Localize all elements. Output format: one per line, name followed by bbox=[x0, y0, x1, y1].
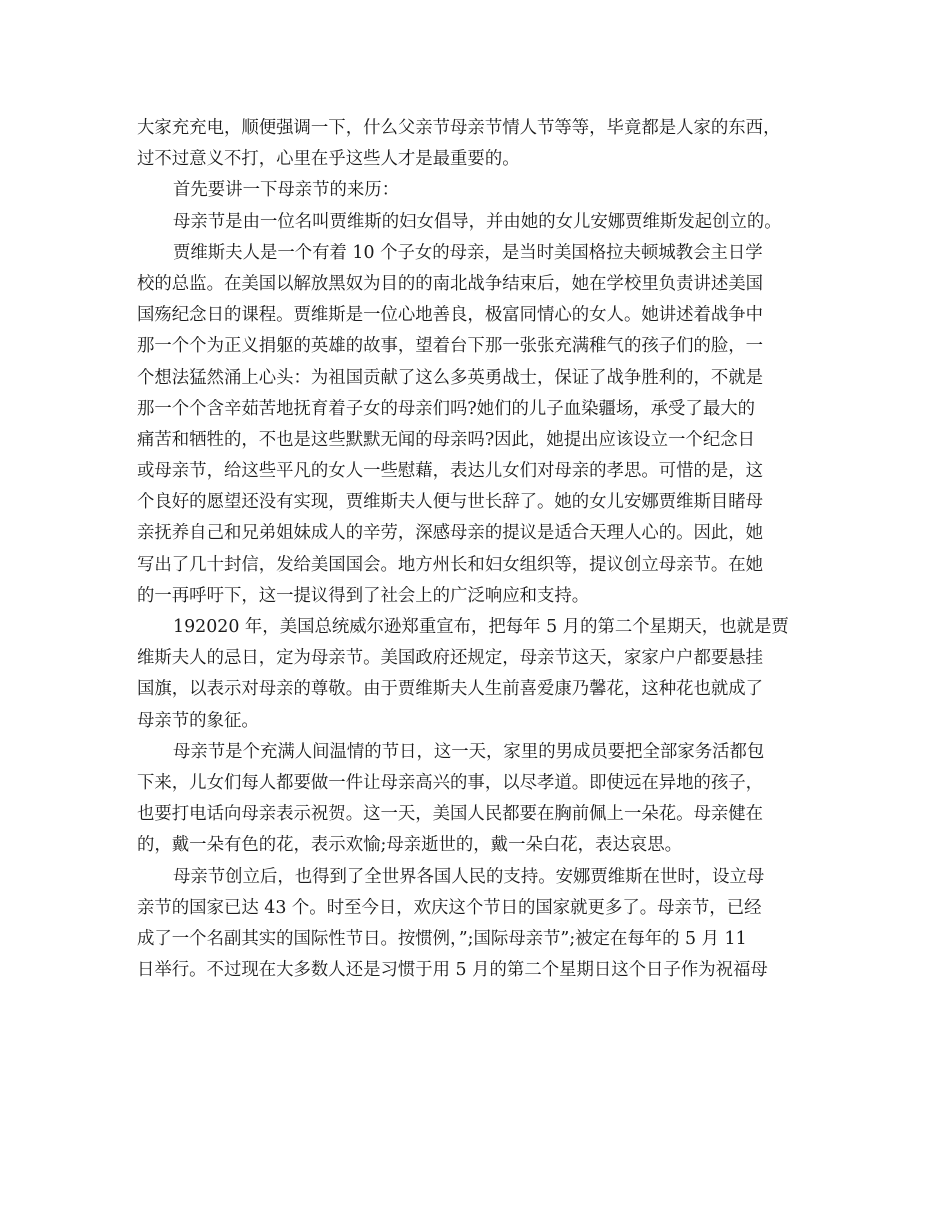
text-line: 日举行。不过现在大多数人还是习惯于用 5 月的第二个星期日这个日子作为祝福母 bbox=[137, 960, 768, 981]
text-line: 那一个个含辛茹苦地抚育着子女的母亲们吗?她们的儿子血染疆场，承受了最大的 bbox=[137, 398, 755, 419]
text-line: 下来，儿女们每人都要做一件让母亲高兴的事，以尽孝道。即使远在异地的孩子， bbox=[137, 772, 764, 793]
text-line: 首先要讲一下母亲节的来历： bbox=[173, 180, 400, 201]
text-line: 成了一个名副其实的国际性节日。按惯例，”;国际母亲节”;被定在每年的 5 月 11 bbox=[137, 928, 747, 949]
text-line: 贾维斯夫人是一个有着 10 个子女的母亲，是当时美国格拉夫顿城教会主日学 bbox=[173, 242, 763, 263]
text-line: 校的总监。在美国以解放黑奴为目的的南北战争结束后，她在学校里负责讲述美国 bbox=[137, 273, 764, 294]
text-line: 维斯夫人的忌日，定为母亲节。美国政府还规定，母亲节这天，家家户户都要悬挂 bbox=[137, 648, 764, 669]
text-line: 过不过意义不打，心里在乎这些人才是最重要的。 bbox=[137, 149, 520, 170]
text-line: 国旗，以表示对母亲的尊敬。由于贾维斯夫人生前喜爱康乃馨花，这种花也就成了 bbox=[137, 679, 764, 700]
text-line: 亲抚养自己和兄弟姐妹成人的辛劳，深感母亲的提议是适合天理人心的。因此，她 bbox=[137, 523, 764, 544]
text-line: 写出了几十封信，发给美国国会。地方州长和妇女组织等，提议创立母亲节。在她 bbox=[137, 554, 764, 575]
text-line: 母亲节是由一位名叫贾维斯的妇女倡导，并由她的女儿安娜贾维斯发起创立的。 bbox=[173, 211, 782, 232]
text-line: 或母亲节，给这些平凡的女人一些慰藉，表达儿女们对母亲的孝思。可惜的是，这 bbox=[137, 461, 764, 482]
text-line: 母亲节创立后，也得到了全世界各国人民的支持。安娜贾维斯在世时，设立母 bbox=[173, 866, 765, 887]
text-line: 也要打电话向母亲表示祝贺。这一天，美国人民都要在胸前佩上一朵花。母亲健在 bbox=[137, 804, 764, 825]
text-line: 个良好的愿望还没有实现，贾维斯夫人便与世长辞了。她的女儿安娜贾维斯目睹母 bbox=[137, 492, 764, 513]
text-line: 痛苦和牺牲的，不也是这些默默无闻的母亲吗?因此，她提出应该设立一个纪念日 bbox=[137, 429, 755, 450]
text-line: 母亲节的象征。 bbox=[137, 710, 259, 731]
document-body bbox=[137, 113, 817, 986]
text-line: 的，戴一朵有色的花，表示欢愉;母亲逝世的，戴一朵白花，表达哀思。 bbox=[137, 835, 682, 856]
text-line: 192020 年，美国总统威尔逊郑重宣布，把每年 5 月的第二个星期天，也就是贾 bbox=[173, 617, 789, 637]
text-line: 国殇纪念日的课程。贾维斯是一位心地善良，极富同情心的女人。她讲述着战争中 bbox=[137, 305, 764, 326]
text-line: 亲节的国家已达 43 个。时至今日，欢庆这个节日的国家就更多了。母亲节，已经 bbox=[137, 897, 762, 918]
text-line: 的一再呼吁下，这一提议得到了社会上的广泛响应和支持。 bbox=[137, 585, 590, 606]
text-line: 那一个个为正义捐躯的英雄的故事，望着台下那一张张充满稚气的孩子们的脸，一 bbox=[137, 336, 764, 357]
text-line: 大家充充电，顺便强调一下，什么父亲节母亲节情人节等等，毕竟都是人家的东西， bbox=[137, 118, 781, 138]
text-line: 母亲节是个充满人间温情的节日，这一天，家里的男成员要把全部家务活都包 bbox=[173, 741, 765, 762]
text-line: 个想法猛然涌上心头：为祖国贡献了这么多英勇战士，保证了战争胜利的，不就是 bbox=[137, 367, 764, 388]
